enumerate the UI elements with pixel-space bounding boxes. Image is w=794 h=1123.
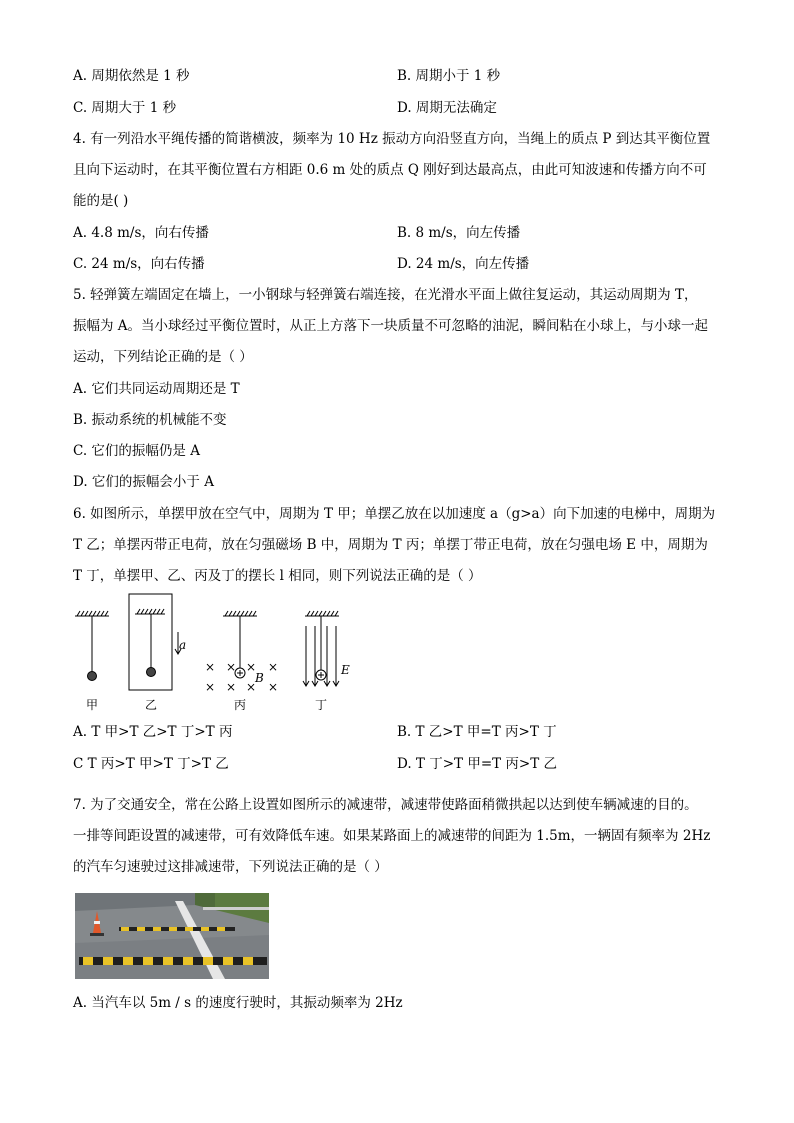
svg-text:×: × [204,680,216,694]
q4-option-c: C. 24 m/s，向右传播 [73,256,205,272]
label-yi: 乙 [144,698,158,712]
q7-stem-line1: 7. 为了交通安全，常在公路上设置如图所示的减速带，减速带使路面稍微拱起以达到使车辆减速的目的。 [73,797,698,813]
q3-option-a: A. 周期依然是 1 秒 [73,68,190,84]
q6-option-a: A. T 甲>T 乙>T 丁>T 丙 [73,724,233,740]
label-ding: 丁 [314,698,328,712]
svg-text:×: × [225,680,237,694]
magnetic-field-crosses [205,660,278,694]
label-a: a [179,638,187,652]
pendulum-yi [129,594,181,690]
q6-option-d: D. T 丁>T 甲=T 丙>T 乙 [397,756,558,772]
q7-stem-line2: 一排等间距设置的减速带，可有效降低车速。如果某路面上的减速带的间距为 1.5m，一辆固有频率为 2Hz [73,828,711,844]
q4-stem-line2: 且向下运动时，在其平衡位置右方相距 0.6 m 处的质点 Q 刚好到达最高点，由此可知波速和传播方向不可 [73,162,707,178]
q6-option-b: B. T 乙>T 甲=T 丙>T 丁 [397,724,557,740]
q5-option-b: B. 振动系统的机械能不变 [73,412,227,428]
q6-stem-line3: T 丁，单摆甲、乙、丙及丁的摆长 l 相同，则下列说法正确的是（ ） [73,568,482,584]
q3-option-d: D. 周期无法确定 [397,100,497,116]
q4-option-b: B. 8 m/s，向左传播 [397,225,521,241]
q4-stem-line3: 能的是( ) [73,193,129,209]
pendulum-ding [303,611,339,686]
label-E: E [341,663,350,677]
q5-stem-line2: 振幅为 A。当小球经过平衡位置时，从正上方落下一块质量不可忽略的油泥，瞬间粘在小球上，与小球一起 [73,318,709,334]
q4-stem-line1: 4. 有一列沿水平绳传播的简谐横波，频率为 10 Hz 振动方向沿竖直方向，当绳上的质点 P 到达其平衡位置 [73,131,711,147]
q5-stem-line3: 运动，下列结论正确的是（ ） [73,349,253,365]
q7-stem-line3: 的汽车匀速驶过这排减速带，下列说法正确的是（ ） [73,859,388,875]
q6-stem-line1: 6. 如图所示，单摆甲放在空气中，周期为 T 甲；单摆乙放在以加速度 a（g>a）向下加速的电梯中，周期为 [73,506,716,522]
q6-stem-line2: T 乙；单摆丙带正电荷，放在匀强磁场 B 中，周期为 T 丙；单摆丁带正电荷，放在匀强电场 E 中，周期为 [73,537,708,553]
label-B: B [255,671,264,685]
q5-option-d: D. 它们的振幅会小于 A [73,474,214,490]
q4-option-d: D. 24 m/s，向左传播 [397,256,530,272]
q3-option-b: B. 周期小于 1 秒 [397,68,501,84]
svg-text:×: × [245,680,257,694]
pendulum-jia [75,611,109,681]
q3-option-c: C. 周期大于 1 秒 [73,100,177,116]
q6-option-c: C T 丙>T 甲>T 丁>T 乙 [73,756,229,772]
svg-text:×: × [204,660,216,674]
q5-stem-line1: 5. 轻弹簧左端固定在墙上，一小钢球与轻弹簧右端连接，在光滑水平面上做往复运动，其运动周期为 T， [73,287,698,303]
label-bing: 丙 [233,698,247,712]
q5-option-a: A. 它们共同运动周期还是 T [73,381,240,397]
svg-text:×: × [245,660,257,674]
q7-option-a: A. 当汽车以 5m / s 的速度行驶时，其振动频率为 2Hz [73,995,403,1011]
speed-bump-photo [75,893,269,979]
svg-text:×: × [225,660,237,674]
pendulum-figure [65,592,365,712]
label-jia: 甲 [85,698,99,712]
q5-option-c: C. 它们的振幅仍是 A [73,443,200,459]
svg-text:×: × [267,660,279,674]
svg-text:×: × [267,680,279,694]
q4-option-a: A. 4.8 m/s，向右传播 [73,225,209,241]
